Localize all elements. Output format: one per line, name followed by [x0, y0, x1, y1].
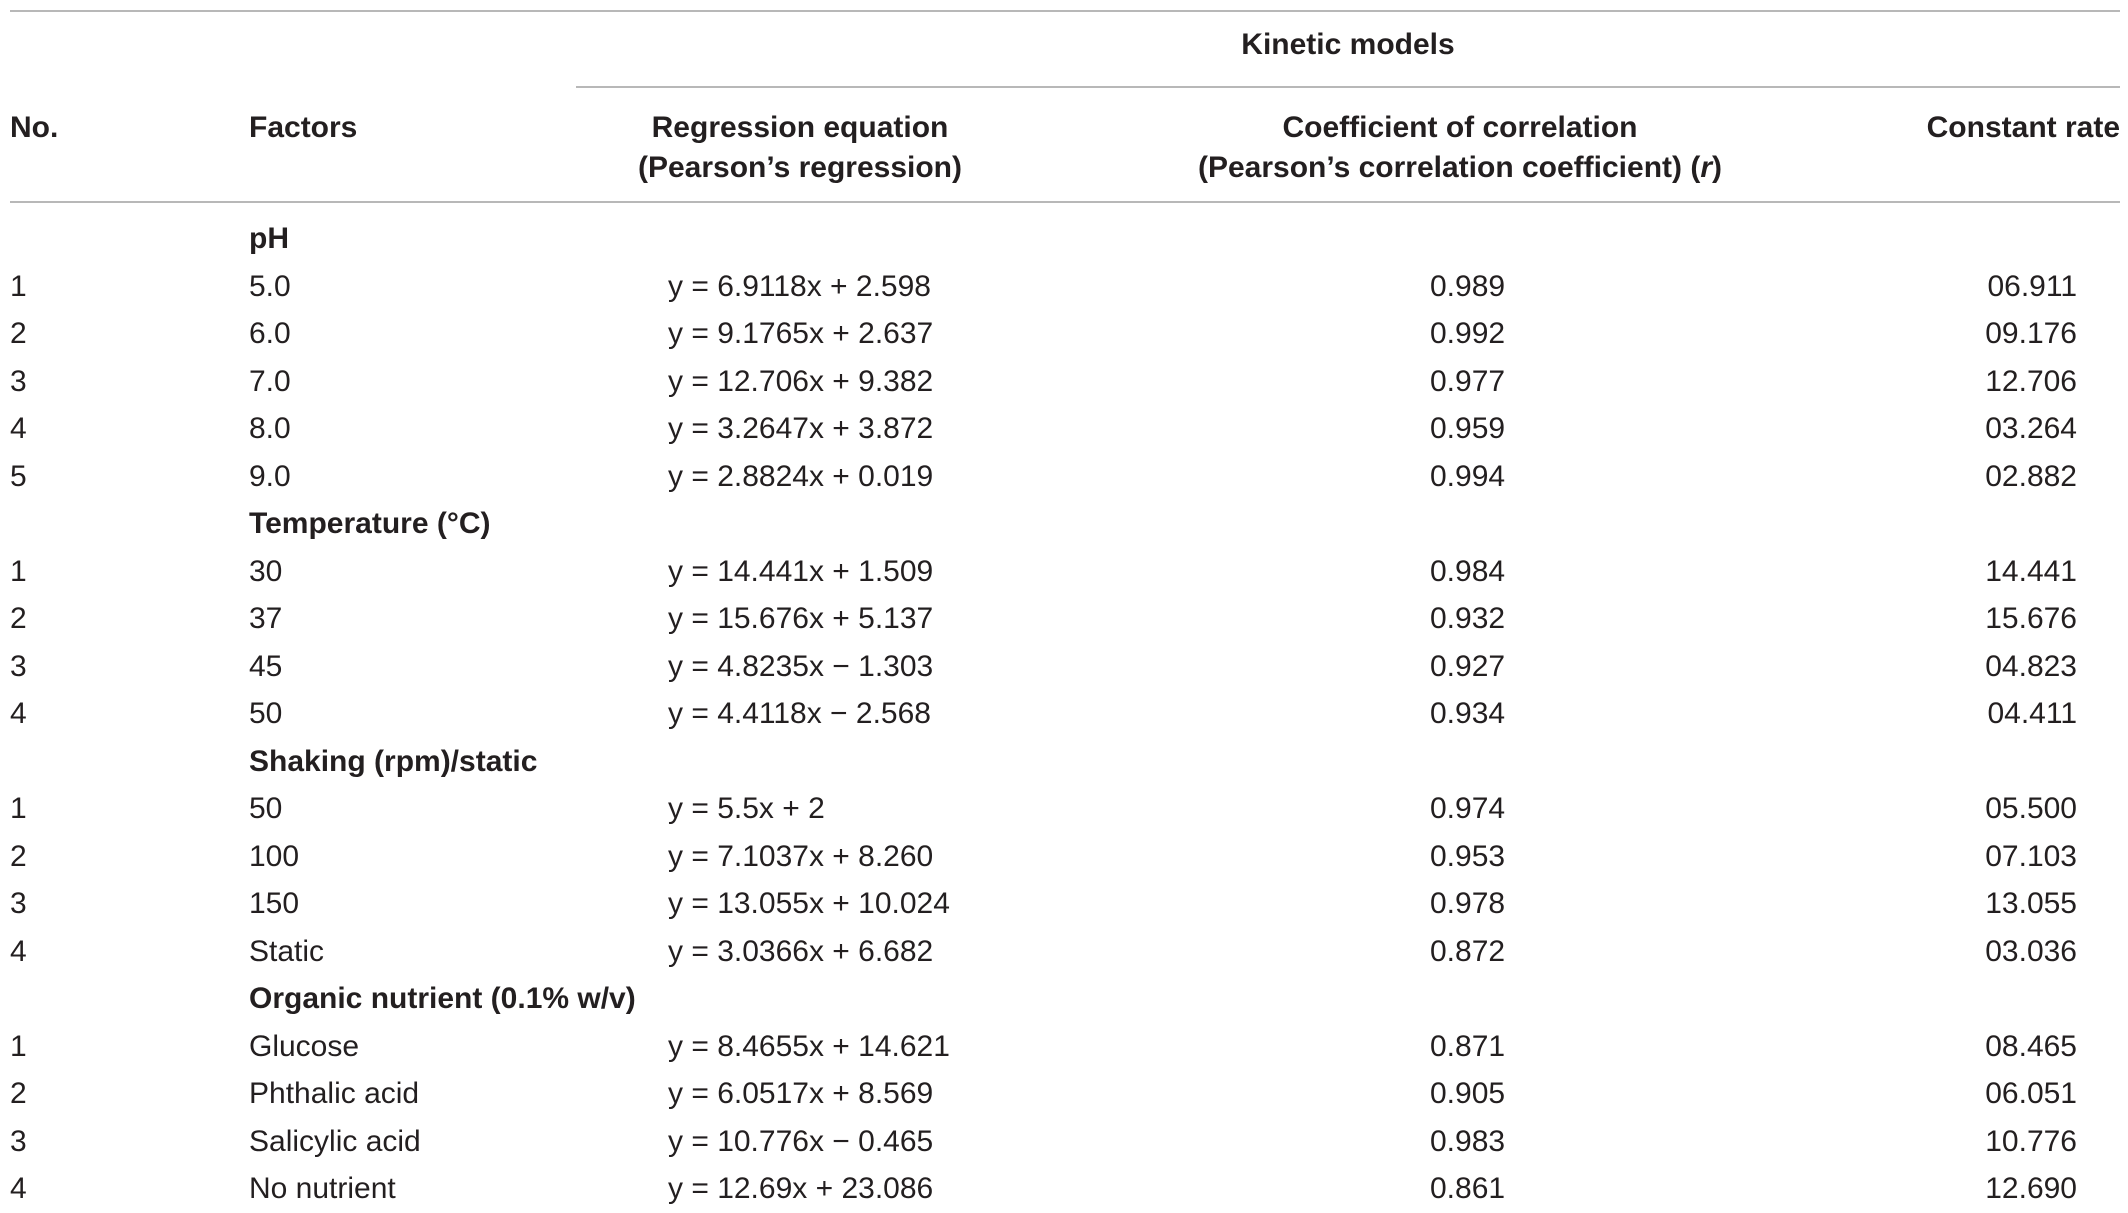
- cell-constant-rate: 06.911: [1987, 269, 2077, 303]
- cell-factor: 6.0: [249, 317, 291, 350]
- group-row: [0, 215, 2128, 263]
- table-row: [0, 1070, 2128, 1118]
- cell-equation: y = 3.2647x + 3.872: [668, 412, 934, 445]
- cell-coefficient: 0.992: [1430, 317, 1506, 350]
- cell-constant-rate: 10.776: [1985, 1124, 2077, 1158]
- cell-coefficient: 0.977: [1430, 364, 1506, 398]
- group-title: pH: [249, 222, 289, 255]
- cell-factor: Glucose: [249, 1029, 360, 1063]
- cell-equation: y = 14.441x + 1.509: [668, 554, 934, 588]
- cell-equation: y = 2.8824x + 0.019: [668, 459, 934, 493]
- table-body: [0, 215, 2128, 1213]
- coefficient-header-prefix: (Pearson’s correlation coefficient) (: [1197, 151, 1701, 184]
- cell-constant-rate: 04.823: [1985, 649, 2077, 683]
- coefficient-header-line2: [1160, 148, 1760, 188]
- cell-constant-rate: 06.051: [1985, 1077, 2077, 1110]
- regression-header-line2: (Pearson’s regression): [637, 151, 962, 184]
- cell-equation: y = 4.8235x − 1.303: [668, 649, 934, 683]
- group-title: Shaking (rpm)/static: [249, 744, 538, 778]
- cell-no: 4: [10, 934, 27, 968]
- table-row: [0, 358, 2128, 406]
- cell-equation: y = 9.1765x + 2.637: [668, 317, 934, 350]
- group-row: [0, 975, 2128, 1023]
- cell-no: 1: [10, 269, 27, 303]
- column-header-no: No.: [10, 111, 59, 144]
- table-row: [0, 785, 2128, 833]
- coefficient-header-suffix: ): [1712, 151, 1723, 184]
- table-row: [0, 1165, 2128, 1213]
- cell-factor: 8.0: [249, 412, 291, 445]
- cell-constant-rate: 09.176: [1985, 317, 2077, 350]
- table-row: [0, 595, 2128, 643]
- column-header-coefficient: [1160, 108, 1760, 188]
- cell-equation: y = 5.5x + 2: [668, 792, 825, 825]
- cell-coefficient: 0.978: [1430, 887, 1506, 920]
- group-title: Organic nutrient (0.1% w/v): [249, 982, 636, 1015]
- cell-coefficient: 0.984: [1430, 554, 1506, 588]
- table-row: [0, 1023, 2128, 1071]
- cell-no: 2: [10, 1077, 27, 1110]
- cell-coefficient: 0.989: [1430, 269, 1506, 303]
- cell-factor: 150: [249, 887, 300, 920]
- cell-equation: y = 4.4118x − 2.568: [668, 697, 931, 730]
- cell-no: 2: [10, 839, 27, 873]
- cell-constant-rate: 03.036: [1985, 934, 2077, 968]
- cell-coefficient: 0.934: [1430, 697, 1506, 730]
- cell-no: 4: [10, 412, 27, 445]
- table-row: [0, 453, 2128, 501]
- cell-coefficient: 0.974: [1430, 792, 1506, 825]
- column-header-constant-rate: Constant rate: [1926, 111, 2120, 144]
- cell-coefficient: 0.959: [1430, 412, 1506, 445]
- cell-coefficient: 0.905: [1430, 1077, 1506, 1110]
- table-row: [0, 405, 2128, 453]
- header-bottom-rule: [10, 201, 2120, 203]
- cell-coefficient: 0.872: [1430, 934, 1506, 968]
- cell-factor: 30: [249, 554, 283, 588]
- column-header-regression: [600, 108, 1000, 188]
- cell-constant-rate: 05.500: [1985, 792, 2077, 825]
- table-row: [0, 310, 2128, 358]
- cell-factor: 9.0: [249, 459, 291, 493]
- cell-no: 1: [10, 792, 27, 825]
- kinetic-models-rule: [576, 86, 2120, 88]
- cell-coefficient: 0.932: [1430, 602, 1506, 635]
- cell-no: 1: [10, 554, 27, 588]
- cell-coefficient: 0.983: [1430, 1124, 1506, 1158]
- cell-factor: No nutrient: [249, 1172, 396, 1205]
- cell-no: 2: [10, 602, 27, 635]
- cell-no: 3: [10, 1124, 27, 1158]
- cell-equation: y = 6.0517x + 8.569: [668, 1077, 934, 1110]
- group-row: [0, 738, 2128, 786]
- cell-no: 5: [10, 459, 27, 493]
- table-row: [0, 880, 2128, 928]
- cell-constant-rate: 12.706: [1985, 364, 2077, 398]
- cell-equation: y = 13.055x + 10.024: [668, 887, 950, 920]
- cell-no: 3: [10, 364, 27, 398]
- table-row: [0, 928, 2128, 976]
- cell-factor: 45: [249, 649, 283, 683]
- table-row: [0, 263, 2128, 311]
- cell-coefficient: 0.861: [1430, 1172, 1506, 1205]
- cell-constant-rate: 15.676: [1985, 602, 2077, 635]
- cell-constant-rate: 13.055: [1985, 887, 2077, 920]
- cell-equation: y = 8.4655x + 14.621: [668, 1029, 950, 1063]
- cell-equation: y = 15.676x + 5.137: [668, 602, 934, 635]
- coefficient-header-line1: Coefficient of correlation: [1282, 111, 1638, 144]
- group-row: [0, 500, 2128, 548]
- cell-constant-rate: 14.441: [1985, 554, 2077, 588]
- table-row: [0, 548, 2128, 596]
- cell-no: 3: [10, 649, 27, 683]
- regression-header-line1: Regression equation: [651, 111, 949, 144]
- cell-constant-rate: 08.465: [1985, 1029, 2077, 1063]
- cell-factor: 5.0: [249, 269, 291, 303]
- cell-no: 1: [10, 1029, 27, 1063]
- cell-factor: 50: [249, 792, 283, 825]
- cell-factor: Phthalic acid: [249, 1077, 420, 1110]
- cell-constant-rate: 04.411: [1987, 697, 2077, 730]
- cell-equation: y = 12.69x + 23.086: [668, 1172, 934, 1205]
- cell-coefficient: 0.994: [1430, 459, 1506, 493]
- cell-constant-rate: 03.264: [1985, 412, 2077, 445]
- top-rule: [10, 10, 2120, 12]
- cell-coefficient: 0.953: [1430, 839, 1506, 873]
- table-row: [0, 833, 2128, 881]
- cell-no: 3: [10, 887, 27, 920]
- table-row: [0, 1118, 2128, 1166]
- cell-factor: 37: [249, 602, 283, 635]
- group-title: Temperature (°C): [249, 507, 491, 540]
- column-header-factors: Factors: [249, 111, 358, 144]
- cell-constant-rate: 07.103: [1985, 839, 2077, 873]
- cell-factor: Salicylic acid: [249, 1124, 421, 1158]
- cell-equation: y = 7.1037x + 8.260: [668, 839, 934, 873]
- cell-coefficient: 0.871: [1430, 1029, 1506, 1063]
- cell-constant-rate: 02.882: [1985, 459, 2077, 493]
- cell-factor: 100: [249, 839, 300, 873]
- cell-equation: y = 12.706x + 9.382: [668, 364, 934, 398]
- cell-constant-rate: 12.690: [1985, 1172, 2077, 1205]
- coefficient-header-var: r: [1700, 151, 1713, 184]
- cell-no: 4: [10, 1172, 27, 1205]
- cell-factor: 7.0: [249, 364, 291, 398]
- cell-factor: 50: [249, 697, 283, 730]
- cell-equation: y = 3.0366x + 6.682: [668, 934, 934, 968]
- cell-equation: y = 6.9118x + 2.598: [668, 269, 931, 303]
- cell-factor: Static: [249, 934, 325, 968]
- cell-no: 4: [10, 697, 27, 730]
- cell-equation: y = 10.776x − 0.465: [668, 1124, 934, 1158]
- table-row: [0, 690, 2128, 738]
- table-row: [0, 643, 2128, 691]
- cell-coefficient: 0.927: [1430, 649, 1506, 683]
- kinetic-models-header: Kinetic models: [1241, 28, 1455, 61]
- cell-no: 2: [10, 317, 27, 350]
